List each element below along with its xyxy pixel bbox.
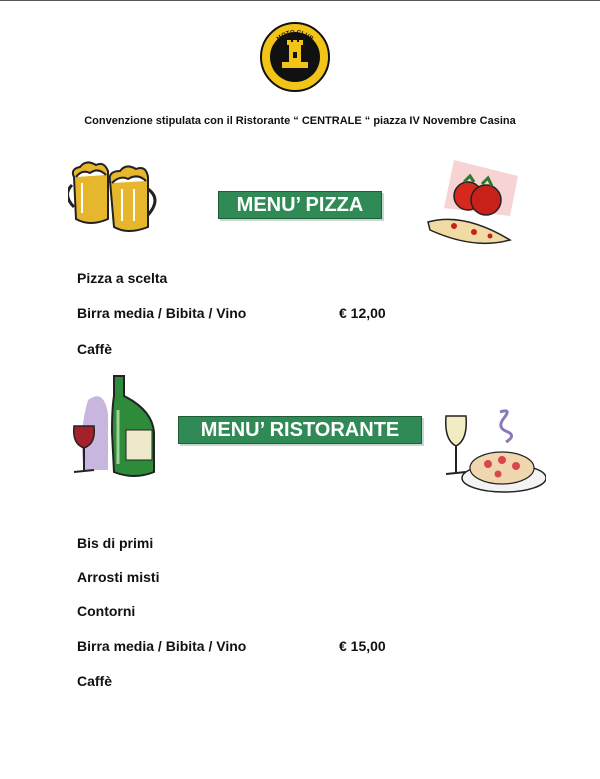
wine-bottle-glass-icon: [68, 374, 160, 480]
agreement-subtitle: Convenzione stipulata con il Ristorante “ CENTRALE “ piazza IV Novembre Casina: [84, 115, 516, 127]
logo-ring-bottom-text: WWW.TINGAVERT.IT: [271, 66, 319, 85]
pasta-white-wine-icon: [440, 406, 546, 500]
ristorante-item-1: Bis di primi: [77, 535, 154, 551]
beer-mugs-icon: [68, 155, 162, 239]
ristorante-item-5: Caffè: [77, 673, 113, 689]
menu-pizza-banner: MENU’ PIZZA: [218, 191, 382, 219]
ristorante-item-4: Birra media / Bibita / Vino: [77, 638, 247, 654]
pizza-price: € 12,00: [339, 305, 386, 321]
moto-club-logo: [260, 22, 330, 92]
pizza-item-1: Pizza a scelta: [77, 270, 168, 286]
top-border-line: [0, 0, 600, 1]
menu-ristorante-banner: MENU’ RISTORANTE: [178, 416, 422, 444]
ristorante-price: € 15,00: [339, 638, 386, 654]
pizza-item-3: Caffè: [77, 341, 113, 357]
ristorante-item-3: Contorni: [77, 603, 136, 619]
pizza-item-2: Birra media / Bibita / Vino: [77, 305, 247, 321]
ristorante-item-2: Arrosti misti: [77, 569, 160, 585]
pizza-tomatoes-icon: [424, 156, 520, 248]
logo-ring-top-text: MOTO CLUB: [276, 29, 315, 43]
